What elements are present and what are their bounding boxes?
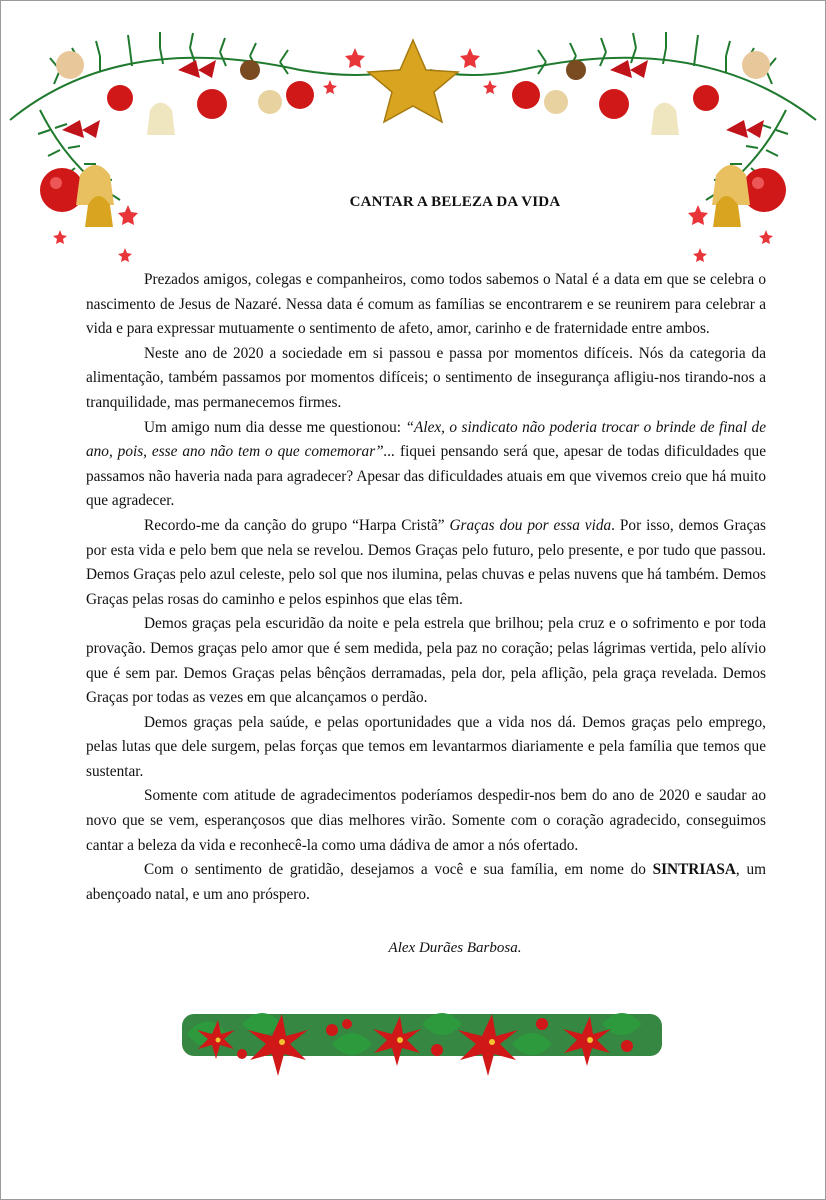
- text-run: Um amigo num dia desse me questionou:: [144, 418, 406, 436]
- signature: Alex Durães Barbosa.: [388, 940, 522, 956]
- paragraph: [86, 268, 766, 342]
- text-run: Neste ano de 2020 a sociedade em si passou e passa por momentos difíceis. Nós da categoria da alimentação, também passamos por momentos difíceis; o sentimento de insegurança afligiu-nos tirando-nos a tranquilidade, mas permanecemos firmes.: [86, 344, 766, 411]
- text-run: Prezados amigos, colegas e companheiros, como todos sabemos o Natal é a data em que se celebra o nascimento de Jesus de Nazaré. Nessa data é comum as famílias se encontrarem e se reunirem para celebrar a vida e para expressar mutuamente o sentimento de afeto, amor, carinho e de fraternidade entre ambos.: [86, 271, 766, 338]
- text-run: Com o sentimento de gratidão, desejamos a você e sua família, em nome do: [144, 861, 653, 879]
- paragraph: [86, 784, 766, 858]
- paragraph: [86, 514, 766, 612]
- text-run: Demos graças pela escuridão da noite e pela estrela que brilhou; pela cruz e o sofrimento e por toda provação. Demos graças pelo amor que é sem medida, pela paz no coração; pelas lágrimas vertida, pelo alívio que é sem par. Demos Graças pelas bênçãos derramadas, pela dor, pela aflição, pela graça revelada. Demos Graças por todas as vezes em que alcançamos o perdão.: [86, 615, 766, 707]
- text-run: , um abençoado natal, e um ano próspero.: [86, 861, 766, 903]
- text-run: fiquei pensando será que, apesar de todas dificuldades que passamos não haveria nada para agradecer? Apesar das dificuldades atuais em que vivemos creio que há muito que agradecer.: [86, 443, 766, 510]
- letter-body: [86, 268, 766, 907]
- paragraph: [86, 416, 766, 514]
- italic-text: “Alex, o sindicato não poderia trocar o brinde de final de ano, pois, esse ano não tem o que comemorar”...: [86, 418, 766, 461]
- paragraph: [86, 711, 766, 785]
- italic-text: Graças dou por essa vida: [449, 516, 612, 534]
- paragraph: [86, 612, 766, 710]
- document-title: CANTAR A BELEZA DA VIDA: [349, 194, 561, 210]
- poinsettia-garland-bottom: [182, 994, 662, 1076]
- christmas-garland-top: [0, 0, 826, 270]
- gold-star-icon: [368, 40, 458, 122]
- bold-text: SINTRIASA: [652, 861, 736, 879]
- text-run: Recordo-me da canção do grupo “Harpa Cristã”: [144, 516, 450, 534]
- text-run: . Por isso, demos Graças por esta vida e pelo bem que nela se revelou. Demos Graças pelo futuro, pelo presente, e por tudo que passou. Demos Graças pelo azul celeste, pelo sol que nos ilumina, pelas chuvas e pelas nuvens que há também. Demos Graças pelas rosas do caminho e pelos espinhos que elas têm.: [86, 516, 766, 608]
- paragraph: [86, 858, 766, 907]
- paragraph: [86, 342, 766, 416]
- text-run: Demos graças pela saúde, e pelas oportunidades que a vida nos dá. Demos graças pelo emprego, pelas lutas que dele surgem, pelas forças que temos em levantarmos diariamente e pela família que temos que sustentar.: [86, 713, 766, 780]
- text-run: Somente com atitude de agradecimentos poderíamos despedir-nos bem do ano de 2020 e saudar ao novo que se vem, esperançosos que dias melhores virão. Somente com o coração agradecido, conseguimos cantar a beleza da vida e reconhecê-la como uma dádiva de amor a nós ofertado.: [86, 787, 766, 854]
